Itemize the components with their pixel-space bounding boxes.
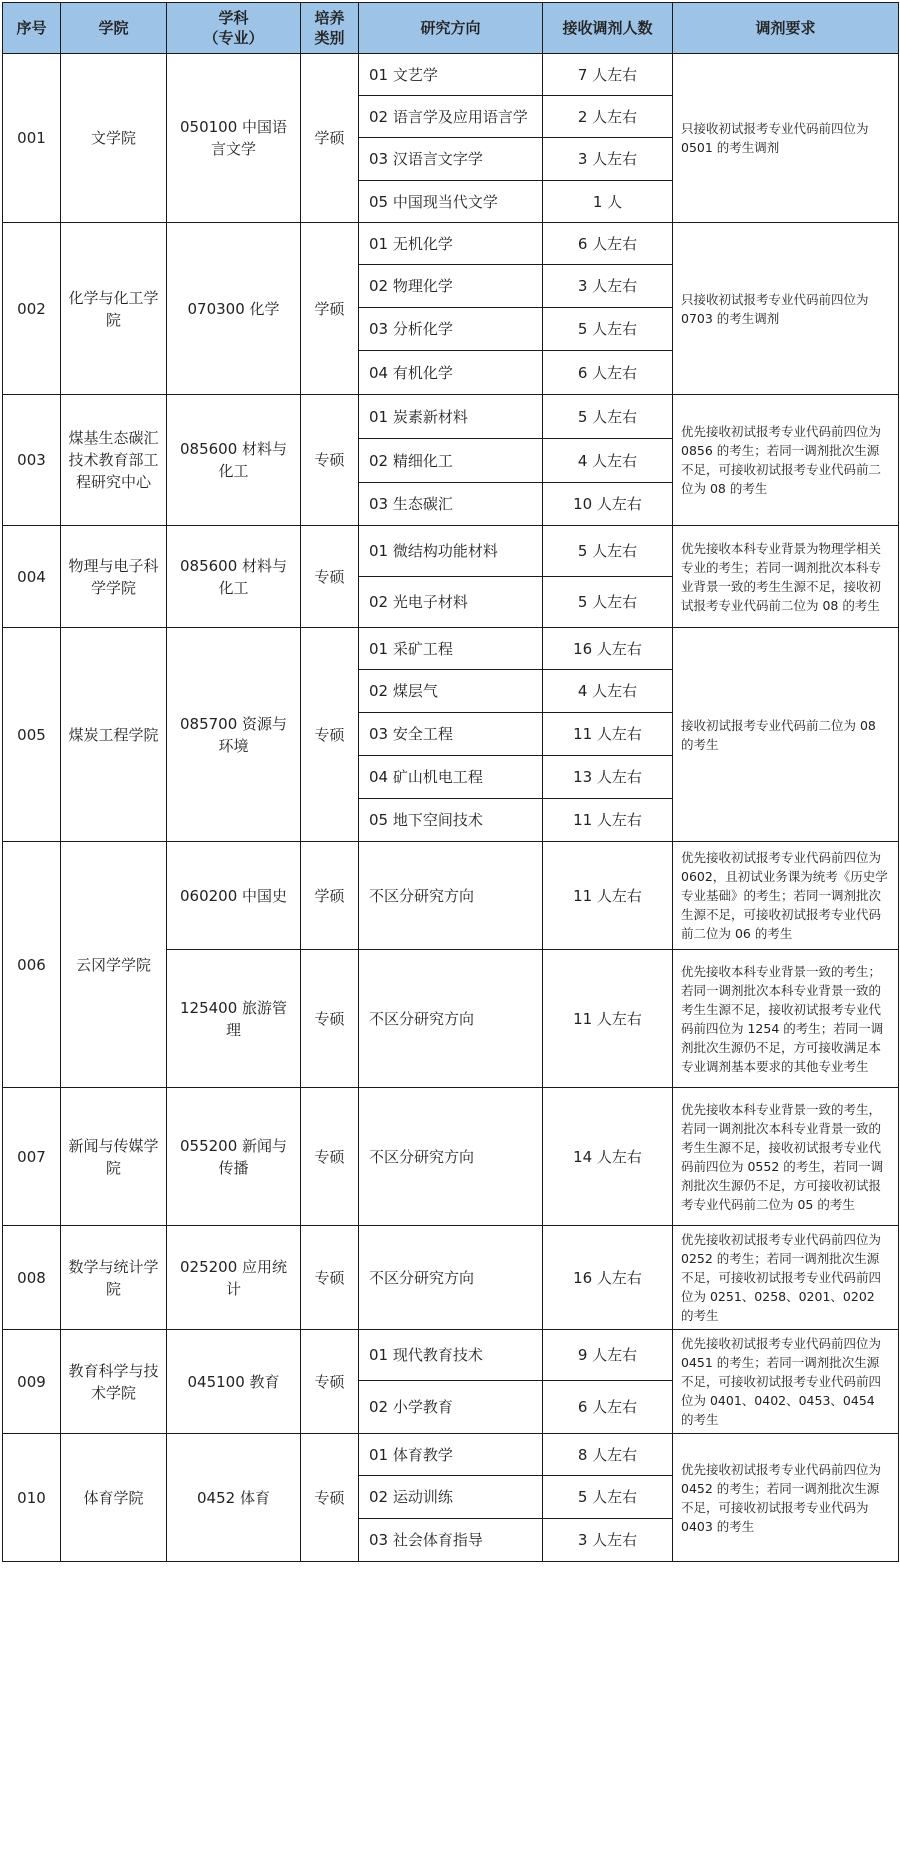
cell-type: 专硕 [301, 1226, 359, 1330]
cell-college: 体育学院 [61, 1434, 167, 1562]
cell-major: 055200 新闻与传播 [167, 1088, 301, 1226]
cell-major: 060200 中国史 [167, 842, 301, 950]
header-major-line2: （专业） [203, 29, 264, 47]
cell-count: 13 人左右 [543, 756, 673, 799]
cell-count: 6 人左右 [543, 223, 673, 265]
cell-requirement: 优先接收初试报考专业代码前四位为 0451 的考生；若同一调剂批次生源不足，可接收初试报考专业代码前四位为 0401、0402、0453、0454 的考生 [673, 1330, 899, 1434]
cell-type: 学硕 [301, 842, 359, 950]
cell-seq: 001 [3, 54, 61, 223]
cell-seq: 007 [3, 1088, 61, 1226]
cell-direction: 02 光电子材料 [359, 577, 543, 628]
cell-count: 11 人左右 [543, 713, 673, 756]
header-type [301, 3, 359, 54]
header-major-line1: 学科 [218, 9, 249, 27]
cell-count: 5 人左右 [543, 577, 673, 628]
cell-direction: 01 炭素新材料 [359, 395, 543, 439]
cell-college: 物理与电子科学学院 [61, 526, 167, 628]
header-count: 接收调剂人数 [543, 3, 673, 54]
cell-count: 11 人左右 [543, 799, 673, 842]
cell-direction: 不区分研究方向 [359, 950, 543, 1088]
table-row [3, 223, 899, 265]
cell-direction: 01 微结构功能材料 [359, 526, 543, 577]
header-major [167, 3, 301, 54]
cell-direction: 01 体育教学 [359, 1434, 543, 1476]
cell-college: 化学与化工学院 [61, 223, 167, 395]
cell-count: 6 人左右 [543, 351, 673, 395]
cell-major: 025200 应用统计 [167, 1226, 301, 1330]
cell-type: 专硕 [301, 526, 359, 628]
cell-college: 煤基生态碳汇技术教育部工程研究中心 [61, 395, 167, 526]
table-row [3, 1226, 899, 1330]
cell-direction: 不区分研究方向 [359, 1226, 543, 1330]
cell-direction: 03 汉语言文字学 [359, 138, 543, 181]
cell-direction: 03 分析化学 [359, 308, 543, 351]
cell-count: 16 人左右 [543, 1226, 673, 1330]
table-row [3, 526, 899, 577]
cell-count: 6 人左右 [543, 1381, 673, 1434]
cell-seq: 005 [3, 628, 61, 842]
cell-major: 085600 材料与化工 [167, 526, 301, 628]
cell-direction: 01 现代教育技术 [359, 1330, 543, 1381]
cell-count: 4 人左右 [543, 670, 673, 713]
cell-requirement: 优先接收初试报考专业代码前四位为 0602，且初试业务课为统考《历史学专业基础》的考生；若同一调剂批次生源不足，可接收初试报考专业代码前二位为 06 的考生 [673, 842, 899, 950]
table-row [3, 628, 899, 670]
cell-direction: 01 文艺学 [359, 54, 543, 96]
adjustment-table [2, 2, 899, 1562]
cell-major: 085700 资源与环境 [167, 628, 301, 842]
cell-major: 0452 体育 [167, 1434, 301, 1562]
cell-seq: 003 [3, 395, 61, 526]
cell-count: 5 人左右 [543, 1476, 673, 1519]
cell-seq: 002 [3, 223, 61, 395]
cell-count: 11 人左右 [543, 950, 673, 1088]
cell-seq: 008 [3, 1226, 61, 1330]
header-requirement: 调剂要求 [673, 3, 899, 54]
table-row [3, 842, 899, 950]
cell-direction: 02 小学教育 [359, 1381, 543, 1434]
cell-direction: 05 地下空间技术 [359, 799, 543, 842]
cell-requirement: 优先接收本科专业背景一致的考生；若同一调剂批次本科专业背景一致的考生生源不足，接收初试报考专业代码前四位为 1254 的考生；若同一调剂批次生源仍不足，方可接收满足本专业调剂基本要求的其他专业考生 [673, 950, 899, 1088]
cell-type: 专硕 [301, 1434, 359, 1562]
cell-count: 7 人左右 [543, 54, 673, 96]
cell-requirement: 优先接收本科专业背景一致的考生，若同一调剂批次本科专业背景一致的考生生源不足，接收初试报考专业代码前四位为 0552 的考生，若同一调剂批次生源仍不足，方可接收初试报考专业代码前二位为 05 的考生 [673, 1088, 899, 1226]
table-row [3, 1330, 899, 1381]
cell-count: 4 人左右 [543, 439, 673, 483]
cell-type: 学硕 [301, 54, 359, 223]
cell-count: 3 人左右 [543, 265, 673, 308]
cell-type: 专硕 [301, 1088, 359, 1226]
cell-seq: 010 [3, 1434, 61, 1562]
cell-major: 070300 化学 [167, 223, 301, 395]
cell-count: 16 人左右 [543, 628, 673, 670]
cell-type: 专硕 [301, 950, 359, 1088]
cell-type: 专硕 [301, 395, 359, 526]
cell-type: 专硕 [301, 1330, 359, 1434]
cell-direction: 01 无机化学 [359, 223, 543, 265]
cell-count: 14 人左右 [543, 1088, 673, 1226]
cell-direction: 不区分研究方向 [359, 1088, 543, 1226]
cell-requirement: 只接收初试报考专业代码前四位为 0703 的考生调剂 [673, 223, 899, 395]
cell-count: 8 人左右 [543, 1434, 673, 1476]
cell-count: 3 人左右 [543, 138, 673, 181]
cell-count: 5 人左右 [543, 395, 673, 439]
header-row [3, 3, 899, 54]
cell-requirement: 优先接收初试报考专业代码前四位为 0452 的考生；若同一调剂批次生源不足，可接收初试报考专业代码为 0403 的考生 [673, 1434, 899, 1562]
cell-direction: 01 采矿工程 [359, 628, 543, 670]
cell-college: 云冈学学院 [61, 842, 167, 1088]
cell-direction: 不区分研究方向 [359, 842, 543, 950]
cell-major: 125400 旅游管理 [167, 950, 301, 1088]
cell-direction: 03 安全工程 [359, 713, 543, 756]
cell-count: 10 人左右 [543, 483, 673, 526]
table-row [3, 54, 899, 96]
cell-count: 3 人左右 [543, 1519, 673, 1562]
cell-seq: 006 [3, 842, 61, 1088]
cell-college: 文学院 [61, 54, 167, 223]
cell-direction: 02 物理化学 [359, 265, 543, 308]
cell-major: 050100 中国语言文学 [167, 54, 301, 223]
cell-direction: 04 有机化学 [359, 351, 543, 395]
cell-college: 教育科学与技术学院 [61, 1330, 167, 1434]
cell-direction: 03 生态碳汇 [359, 483, 543, 526]
cell-type: 学硕 [301, 223, 359, 395]
cell-requirement: 只接收初试报考专业代码前四位为 0501 的考生调剂 [673, 54, 899, 223]
table-row [3, 1434, 899, 1476]
cell-type: 专硕 [301, 628, 359, 842]
table-row [3, 1088, 899, 1226]
cell-college: 煤炭工程学院 [61, 628, 167, 842]
cell-major: 045100 教育 [167, 1330, 301, 1434]
table-body [3, 54, 899, 1562]
cell-direction: 03 社会体育指导 [359, 1519, 543, 1562]
cell-requirement: 优先接收初试报考专业代码前四位为 0856 的考生；若同一调剂批次生源不足，可接收初试报考专业代码前二位为 08 的考生 [673, 395, 899, 526]
cell-seq: 009 [3, 1330, 61, 1434]
table-row [3, 395, 899, 439]
cell-requirement: 接收初试报考专业代码前二位为 08 的考生 [673, 628, 899, 842]
cell-direction: 02 煤层气 [359, 670, 543, 713]
cell-major: 085600 材料与化工 [167, 395, 301, 526]
cell-count: 1 人 [543, 181, 673, 223]
cell-direction: 04 矿山机电工程 [359, 756, 543, 799]
cell-requirement: 优先接收初试报考专业代码前四位为 0252 的考生；若同一调剂批次生源不足，可接收初试报考专业代码前四位为 0251、0258、0201、0202 的考生 [673, 1226, 899, 1330]
header-type-line1: 培养 [314, 9, 345, 27]
cell-count: 5 人左右 [543, 308, 673, 351]
cell-requirement: 优先接收本科专业背景为物理学相关专业的考生；若同一调剂批次本科专业背景一致的考生生源不足，接收初试报考专业代码前二位为 08 的考生 [673, 526, 899, 628]
cell-direction: 02 精细化工 [359, 439, 543, 483]
header-college: 学院 [61, 3, 167, 54]
cell-seq: 004 [3, 526, 61, 628]
cell-direction: 02 运动训练 [359, 1476, 543, 1519]
header-seq: 序号 [3, 3, 61, 54]
cell-college: 新闻与传媒学院 [61, 1088, 167, 1226]
header-type-line2: 类别 [314, 29, 345, 47]
header-direction: 研究方向 [359, 3, 543, 54]
cell-college: 数学与统计学院 [61, 1226, 167, 1330]
cell-direction: 05 中国现当代文学 [359, 181, 543, 223]
cell-count: 9 人左右 [543, 1330, 673, 1381]
cell-count: 5 人左右 [543, 526, 673, 577]
cell-count: 2 人左右 [543, 96, 673, 138]
cell-direction: 02 语言学及应用语言学 [359, 96, 543, 138]
cell-count: 11 人左右 [543, 842, 673, 950]
